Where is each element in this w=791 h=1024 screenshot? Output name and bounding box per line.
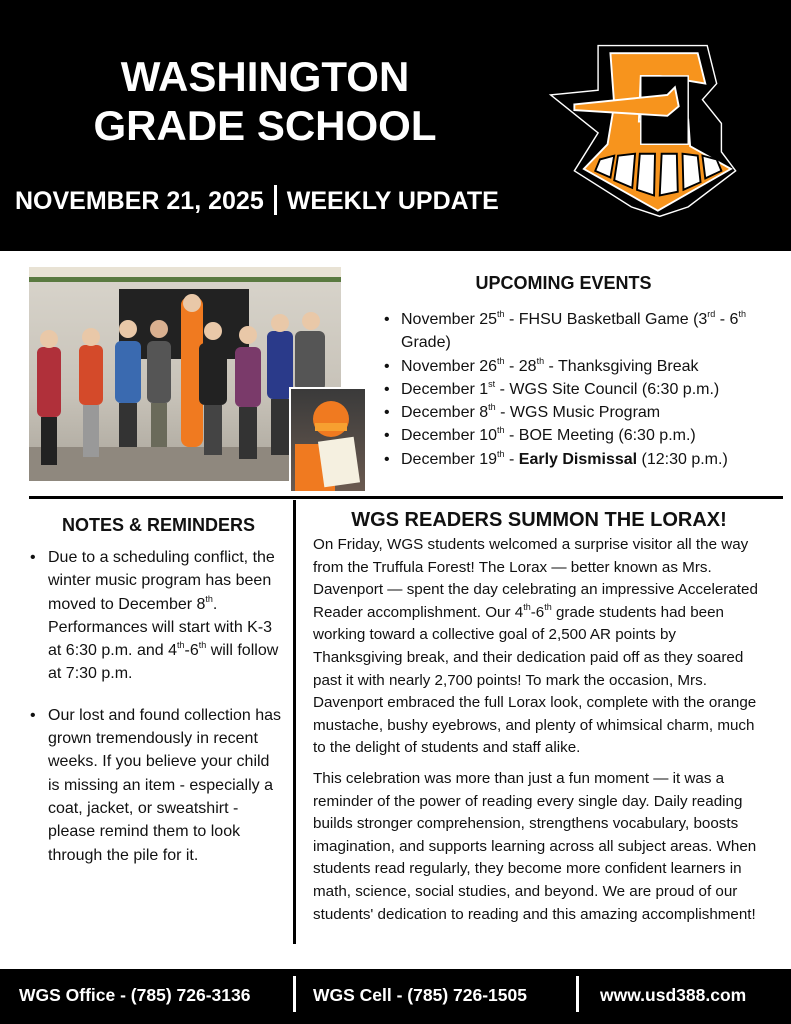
notes-heading: NOTES & REMINDERS xyxy=(61,515,256,535)
text-run: Due to a scheduling conflict, the winter music program has been moved to December 8 xyxy=(48,549,275,613)
article-headline: WGS READERS SUMMON THE LORAX! xyxy=(351,509,727,531)
divider xyxy=(293,976,296,1012)
superscript: th xyxy=(738,309,746,319)
note-item xyxy=(30,704,285,867)
upcoming-events-list xyxy=(384,308,774,471)
issue-subtitle: WEEKLY UPDATE xyxy=(286,187,499,215)
bold-text: Early Dismissal xyxy=(518,450,638,468)
article-paragraph xyxy=(313,534,769,760)
website-link[interactable]: www.usd388.com xyxy=(600,985,747,1005)
text-run: December 1 xyxy=(401,380,489,398)
divider xyxy=(576,976,579,1012)
superscript: th xyxy=(523,601,531,612)
superscript: rd xyxy=(707,309,716,319)
text-run: Our lost and found collection has grown tremendously in recent weeks. If you believe your child is missing an item - especially a coat, jacket, or sweatshirt - please remind them to look through the pile for it. xyxy=(48,706,282,864)
text-run: - BOE Meeting (6:30 p.m.) xyxy=(504,427,696,445)
horizontal-divider xyxy=(29,496,783,499)
text-run: Grade) xyxy=(401,334,451,352)
text-run: - 28 xyxy=(504,357,537,375)
text-run: . Performances will start with K-3 at 6:30 p.m. and 4 xyxy=(48,595,273,660)
article-paragraph xyxy=(313,768,769,926)
event-item xyxy=(384,448,774,471)
event-item xyxy=(384,378,774,401)
title-line-1: WASHINGTON xyxy=(120,53,410,100)
footer-contact-bar xyxy=(0,969,791,1024)
text-run: November 26 xyxy=(401,357,498,375)
superscript: th xyxy=(488,402,496,413)
superscript: th xyxy=(497,425,505,436)
superscript: th xyxy=(176,640,185,651)
superscript: th xyxy=(497,355,505,366)
school-name xyxy=(40,52,490,150)
text-run: December 8 xyxy=(401,404,489,422)
text-run: - Thanksgiving Break xyxy=(544,357,699,375)
superscript: th xyxy=(497,448,505,459)
office-phone: WGS Office - (785) 726-3136 xyxy=(19,985,251,1005)
title-line-2: GRADE SCHOOL xyxy=(93,102,437,149)
cell-phone: WGS Cell - (785) 726-1505 xyxy=(313,985,527,1005)
superscript: th xyxy=(544,601,552,612)
text-run: - WGS Music Program xyxy=(495,404,661,422)
event-item xyxy=(384,424,774,447)
superscript: th xyxy=(198,640,207,651)
superscript: st xyxy=(488,378,496,389)
upcoming-events-heading: UPCOMING EVENTS xyxy=(475,273,652,293)
event-item xyxy=(384,355,774,378)
text-run: On Friday, WGS students welcomed a surprise visitor all the way from the Truffula Forest! The Lorax — better known as Mrs. Davenport — spent the day celebrating an impressive Accelerated Reader accomplishment. Our 4 xyxy=(313,536,758,621)
issue-line xyxy=(15,185,499,216)
superscript: th xyxy=(497,309,505,319)
text-run: This celebration was more than just a fun moment — it was a reminder of the power of reading every single day. Daily reading builds stronger comprehension, strengthens vocabulary, boosts imagination, and supports learning across all subject areas. When students read regularly, they become more confident learners in math, science, social studies, and beyond. We are proud of our students' dedication to reading and this amazing accomplishment! xyxy=(313,769,757,923)
text-run: (12:30 p.m.) xyxy=(637,450,728,468)
superscript: th xyxy=(205,593,213,604)
issue-date: NOVEMBER 21, 2025 xyxy=(15,187,264,215)
text-run: - FHSU Basketball Game (3 xyxy=(504,311,708,328)
note-item xyxy=(30,546,285,686)
text-run: will follow at 7:30 p.m. xyxy=(48,642,279,683)
text-run: November 25 xyxy=(401,311,498,328)
text-run: December 10 xyxy=(401,427,498,445)
text-run: grade students had been working toward a collective goal of 2,500 AR points by Thanksgiving break, and their dedication paid off as they soared past it with nearly 2,700 points! To mark the occasion, Mrs. Davenport embraced the full Lorax look, complete with the orange mustache, bushy eyebrows, and plenty of whimsical charm, much to the delight of students and staff alike. xyxy=(313,603,757,757)
superscript: th xyxy=(536,355,545,366)
notes-list xyxy=(30,546,285,885)
event-item xyxy=(384,308,774,355)
article-body xyxy=(313,534,769,934)
event-item xyxy=(384,401,774,424)
text-run: -6 xyxy=(530,603,545,621)
text-run: - WGS Site Council (6:30 p.m.) xyxy=(495,380,720,398)
text-run: - xyxy=(504,450,519,468)
vertical-divider xyxy=(293,500,296,944)
text-run: - 6 xyxy=(715,311,739,328)
text-run: -6 xyxy=(184,642,199,660)
text-run: December 19 xyxy=(401,450,498,468)
divider xyxy=(274,185,277,215)
school-logo-icon xyxy=(545,38,765,223)
header-banner xyxy=(0,0,791,251)
lorax-costume-photo xyxy=(289,387,367,493)
